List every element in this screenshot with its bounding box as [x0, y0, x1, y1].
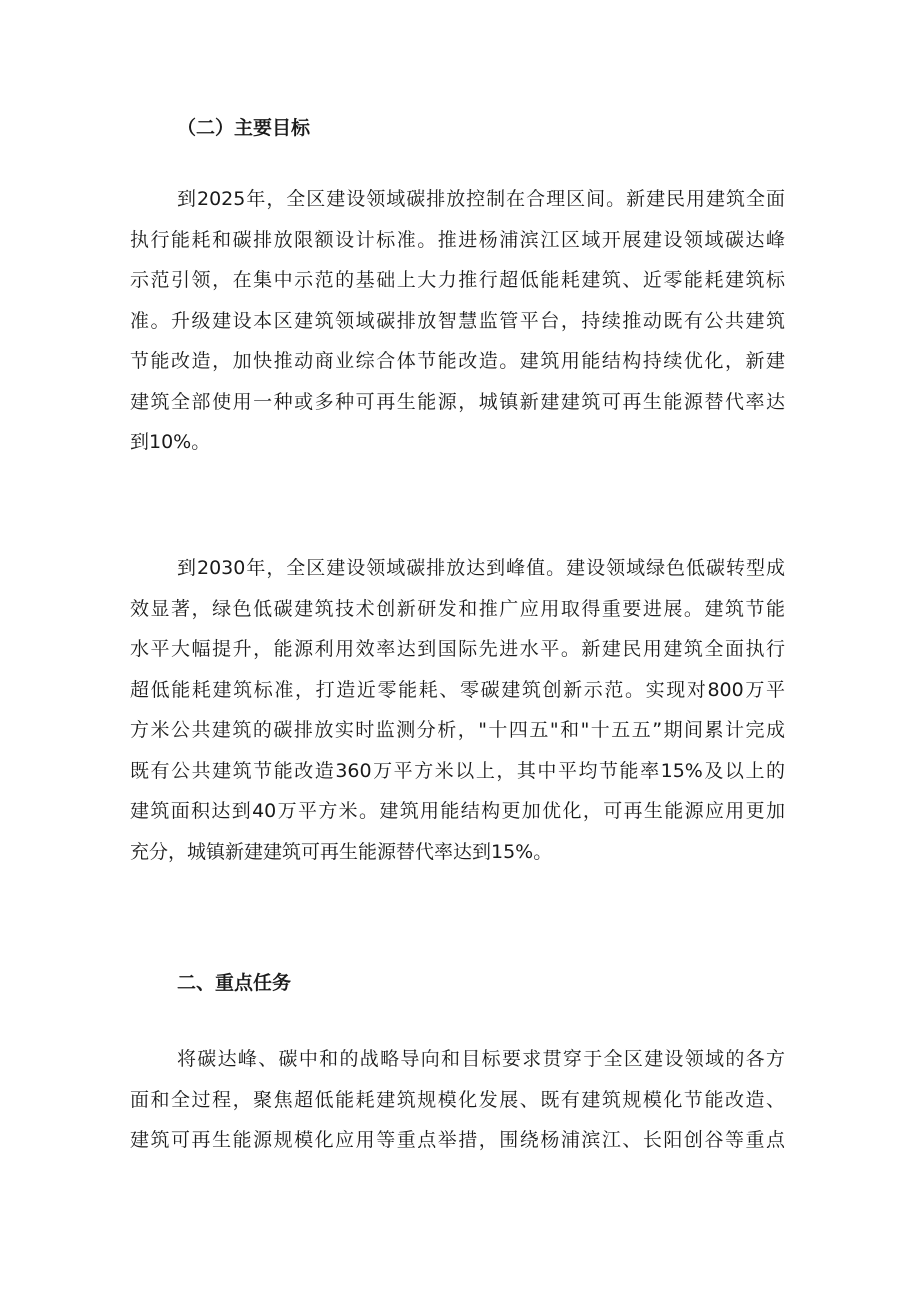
text-line: 效显著，绿色低碳建筑技术创新研发和推广应用取得重要进展。建筑节能 — [130, 597, 785, 620]
paragraph-key-tasks-intro — [130, 1046, 785, 1168]
text-line: 建筑面积达到40万平方米。建筑用能结构更加优化，可再生能源应用更加 — [130, 800, 785, 822]
text-line: 准。升级建设本区建筑领域碳排放智慧监管平台，持续推动既有公共建筑 — [130, 309, 785, 332]
text-line: 既有公共建筑节能改造360万平方米以上，其中平均节能率15%及以上的 — [130, 759, 785, 782]
text-line: 超低能耗建筑标准，打造近零能耗、零碳建筑创新示范。实现对800万平 — [130, 678, 785, 701]
paragraph-2030-goals — [130, 555, 785, 879]
text-line: 到2030年，全区建设领域碳排放达到峰值。建设领域绿色低碳转型成 — [177, 557, 785, 579]
text-line: 将碳达峰、碳中和的战略导向和目标要求贯穿于全区建设领域的各方 — [177, 1048, 785, 1070]
text-line: 方米公共建筑的碳排放实时监测分析，"十四五"和"十五五”期间累计完成 — [130, 719, 785, 741]
text-line: 到2025年，全区建设领域碳排放控制在合理区间。新建民用建筑全面 — [177, 188, 785, 210]
text-line: 示范引领，在集中示范的基础上大力推行超低能耗建筑、近零能耗建筑标 — [130, 269, 785, 291]
text-line: 到10%。 — [130, 431, 211, 453]
heading-main-goals: （二）主要目标 — [177, 117, 311, 139]
text-line: 建筑全部使用一种或多种可再生能源，城镇新建建筑可再生能源替代率达 — [130, 390, 785, 413]
text-line: 建筑可再生能源规模化应用等重点举措，围绕杨浦滨江、长阳创谷等重点 — [130, 1129, 785, 1151]
text-line: 执行能耗和碳排放限额设计标准。推进杨浦滨江区域开展建设领域碳达峰 — [130, 228, 785, 251]
text-line: 充分，城镇新建建筑可再生能源替代率达到15%。 — [130, 840, 553, 863]
text-line: 水平大幅提升，能源利用效率达到国际先进水平。新建民用建筑全面执行 — [130, 638, 785, 660]
heading-key-tasks: 二、重点任务 — [177, 972, 292, 994]
text-line: 面和全过程，聚焦超低能耗建筑规模化发展、既有建筑规模化节能改造、 — [130, 1088, 785, 1111]
paragraph-2025-goals — [130, 186, 785, 470]
text-line: 节能改造，加快推动商业综合体节能改造。建筑用能结构持续优化，新建 — [130, 350, 785, 372]
